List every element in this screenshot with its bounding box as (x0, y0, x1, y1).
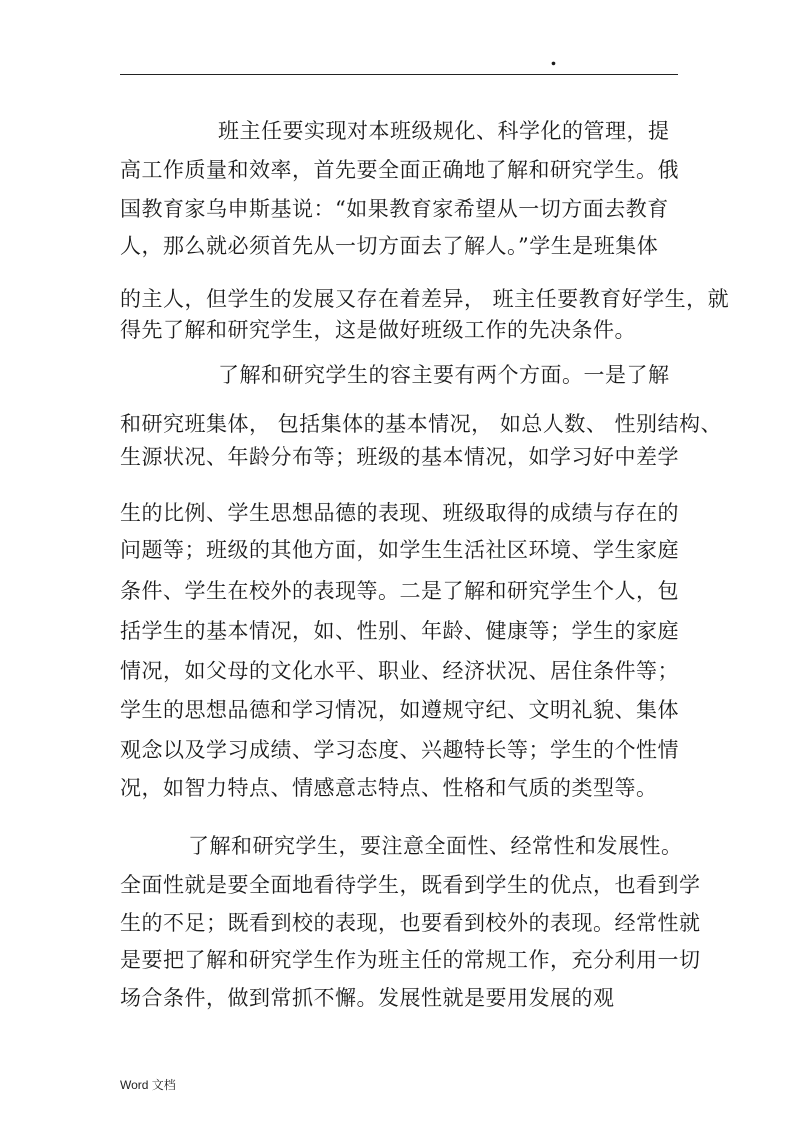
text-line: 高工作质量和效率，首先要全面正确地了解和研究学生。俄 (120, 158, 679, 182)
text-line: 场合条件，做到常抓不懈。发展性就是要用发展的观 (120, 986, 615, 1010)
text-line: 生的比例、学生思想品德的表现、班级取得的成绩与存在的 (120, 501, 679, 525)
text-line: 问题等；班级的其他方面，如学生生活社区环境、学生家庭 (120, 538, 679, 562)
text-line: 和研究班集体， 包括集体的基本情况， 如总人数、 性别结构、 (120, 412, 723, 436)
text-line: 是要把了解和研究学生作为班主任的常规工作，充分利用一切 (120, 948, 701, 972)
text-line: 情况，如父母的文化水平、职业、经济状况、居住条件等； (120, 659, 679, 683)
text-line: 国教育家乌申斯基说：“如果教育家希望从一切方面去教育 (120, 197, 669, 221)
text-line: 生源状况、年龄分布等；班级的基本情况，如学习好中差学 (120, 445, 679, 469)
text-line: 生的不足；既看到校的表现，也要看到校外的表现。经常性就 (120, 911, 701, 935)
text-line: 了解和研究学生的容主要有两个方面。一是了解 (218, 363, 670, 387)
text-line: 观念以及学习成绩、学习态度、兴趣特长等；学生的个性情 (120, 738, 679, 762)
header-rule (120, 74, 678, 75)
text-line: 况，如智力特点、情感意志特点、性格和气质的类型等。 (120, 776, 658, 800)
text-line: 班主任要实现对本班级规化、科学化的管理，提 (218, 119, 670, 143)
text-line: 学生的思想品德和学习情况，如遵规守纪、文明礼貌、集体 (120, 698, 679, 722)
text-line: 括学生的基本情况，如、性别、年龄、健康等；学生的家庭 (120, 619, 679, 643)
text-line: 人，那么就必须首先从一切方面去了解人。”学生是班集体 (120, 234, 659, 258)
footer-label: Word 文档 (120, 1078, 176, 1092)
text-line: 全面性就是要全面地看待学生，既看到学生的优点，也看到学 (120, 873, 701, 897)
text-line: 了解和研究学生，要注意全面性、经常性和发展性。 (188, 834, 683, 858)
text-line: 的主人，但学生的发展又存在着差异， 班主任要教育好学生，就 (120, 287, 730, 311)
header-mark: . (550, 46, 557, 70)
text-line: 条件、学生在校外的表现等。二是了解和研究学生个人，包 (120, 579, 679, 603)
text-line: 得先了解和研究学生，这是做好班级工作的先决条件。 (120, 318, 636, 342)
